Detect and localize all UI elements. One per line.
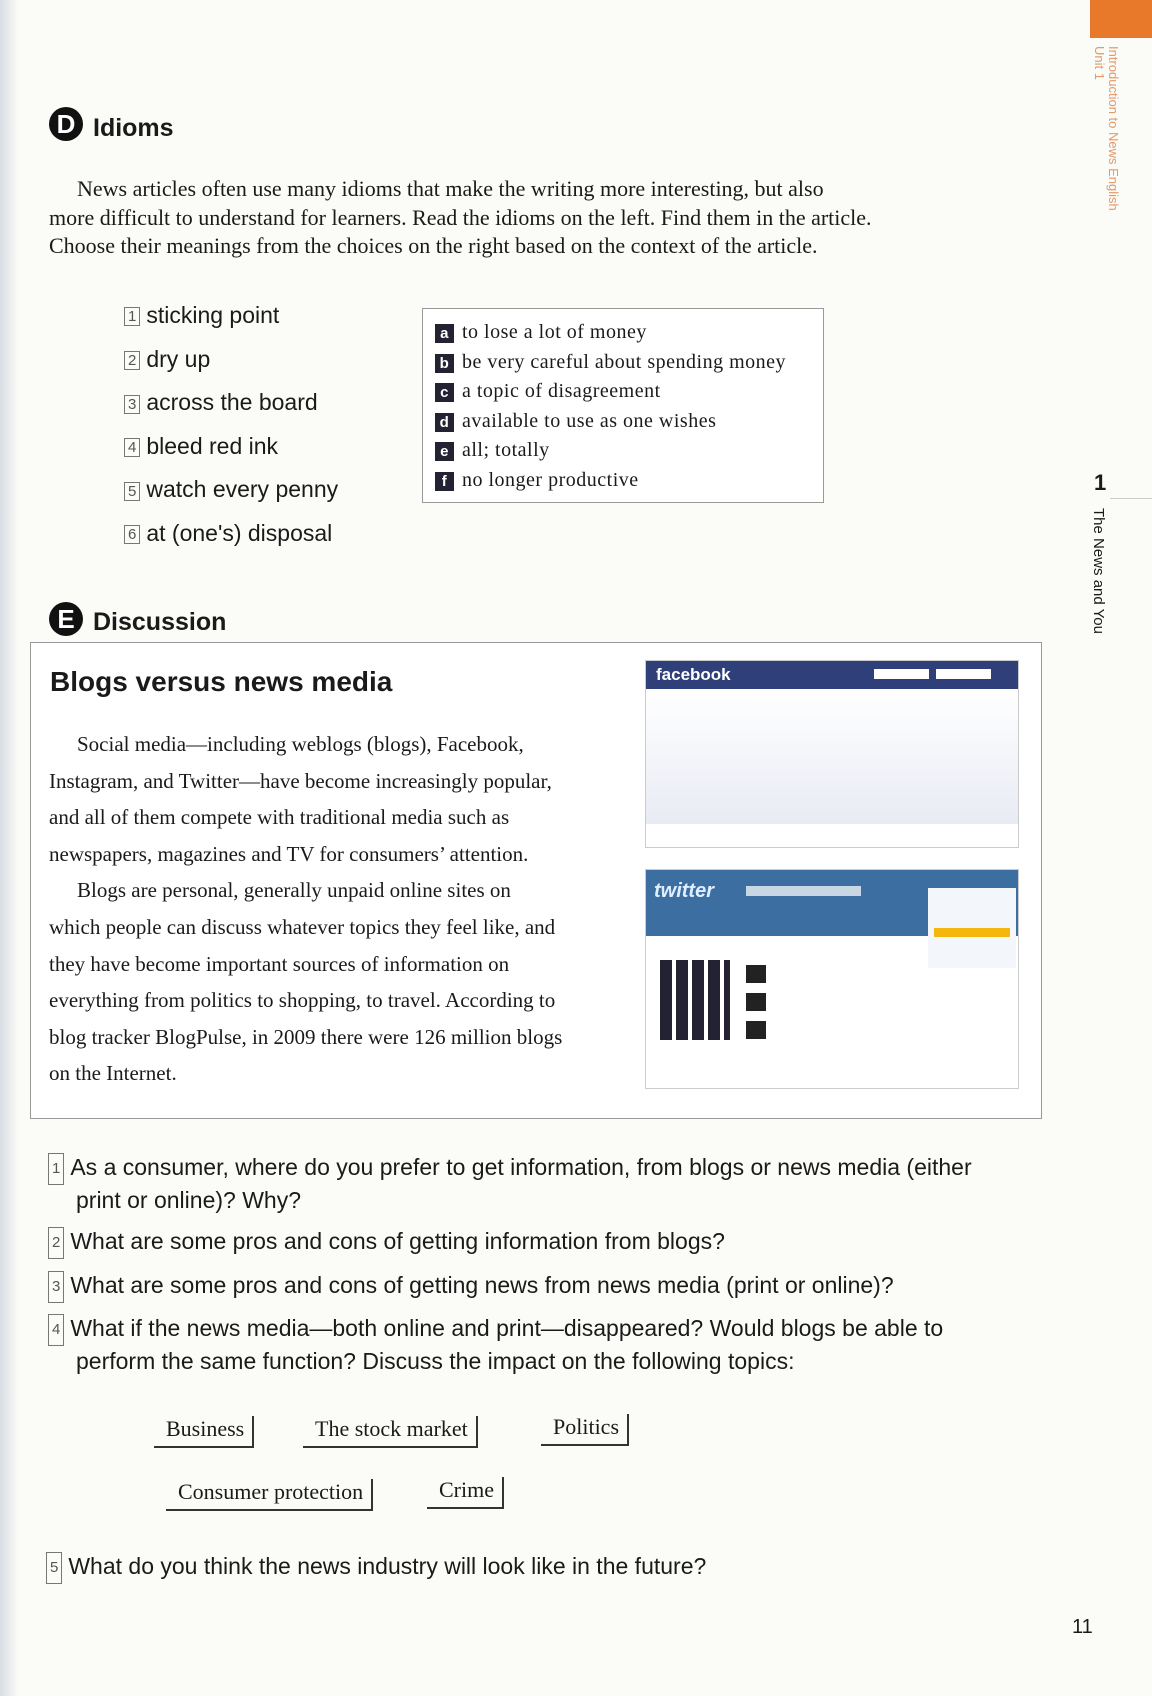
idiom-list (124, 302, 338, 564)
section-d-title: Idioms (93, 114, 174, 142)
section-e-title: Discussion (93, 608, 227, 636)
body-line: newspapers, magazines and TV for consumers’ attention. (49, 841, 529, 866)
idiom-text: at (one's) disposal (146, 519, 333, 546)
choice-letter: b (435, 354, 454, 373)
question-2 (48, 1226, 725, 1259)
item-number: 5 (124, 482, 140, 501)
section-e-badge: E (49, 602, 83, 636)
idioms-instructions (49, 175, 1049, 261)
choice-text: a topic of disagreement (462, 380, 661, 403)
page-gutter (0, 0, 18, 1696)
item-number: 2 (48, 1227, 64, 1259)
choice-letter: d (435, 413, 454, 432)
chapter-divider (1110, 498, 1152, 499)
body-line: and all of them compete with traditional media such as (49, 805, 510, 830)
choice-letter: a (435, 324, 454, 343)
chapter-number: 1 (1094, 470, 1107, 495)
facebook-world-map (646, 689, 1018, 824)
facebook-header (646, 661, 1018, 689)
topic-crime: Crime (427, 1477, 504, 1509)
question-4 (48, 1313, 1048, 1376)
facebook-screenshot (645, 660, 1019, 848)
twitter-screenshot (645, 869, 1019, 1089)
question-text: perform the same function? Discuss the impact on the following topics: (76, 1347, 795, 1374)
choice-text: no longer productive (462, 468, 639, 491)
choice-letter: f (435, 472, 454, 491)
topic-consumer-protection: Consumer protection (166, 1479, 373, 1511)
idiom-text: bleed red ink (146, 432, 279, 459)
choice-text: all; totally (462, 439, 550, 462)
unit-title: Introduction to News English (1106, 46, 1121, 211)
page-number: 11 (1072, 1616, 1093, 1638)
question-text: What do you think the news industry will look like in the future? (68, 1553, 707, 1579)
idiom-text: across the board (146, 389, 318, 416)
topic-business: Business (154, 1416, 254, 1448)
item-number: 5 (46, 1552, 62, 1584)
question-3 (48, 1270, 894, 1303)
idiom-text: sticking point (146, 302, 280, 328)
idiom-text: watch every penny (146, 476, 339, 503)
question-1 (48, 1152, 1048, 1215)
choice-text: be very careful about spending money (462, 350, 787, 373)
idiom-text: dry up (146, 345, 211, 372)
twitter-header (646, 870, 1018, 936)
section-d-badge: D (49, 107, 83, 141)
twitter-avatars (660, 960, 730, 1040)
topic-stock-market: The stock market (303, 1416, 478, 1448)
item-number: 3 (48, 1271, 64, 1303)
question-text: What are some pros and cons of getting information from blogs? (70, 1228, 725, 1254)
instruction-line: more difficult to understand for learners. Read the idioms on the left. Find them in the article. (49, 204, 872, 230)
item-number: 1 (48, 1153, 64, 1185)
question-5 (46, 1551, 706, 1584)
unit-label: Unit 1 (1092, 46, 1107, 80)
reading-body (49, 726, 639, 1092)
item-number: 4 (124, 438, 140, 457)
body-line: which people can discuss whatever topics they feel like, and (49, 914, 556, 939)
topic-politics: Politics (541, 1414, 629, 1446)
chapter-title: The News and You (1090, 508, 1107, 634)
question-text: What are some pros and cons of getting news from news media (print or online)? (70, 1272, 894, 1298)
instruction-line: Choose their meanings from the choices on the right based on the context of the article. (49, 233, 818, 258)
item-number: 6 (124, 525, 140, 544)
facebook-logo: facebook (656, 665, 731, 684)
question-text: print or online)? Why? (76, 1186, 301, 1213)
twitter-logo: twitter (654, 880, 714, 902)
item-number: 3 (124, 395, 140, 414)
choice-letter: c (435, 383, 454, 402)
choice-letter: e (435, 442, 454, 461)
item-number: 2 (124, 351, 140, 370)
meaning-choices-box (422, 308, 824, 503)
question-text: As a consumer, where do you prefer to get information, from blogs or news media (either (70, 1154, 972, 1180)
body-line: everything from politics to shopping, to travel. According to (49, 988, 556, 1013)
instruction-line: News articles often use many idioms that make the writing more interesting, but also (77, 176, 824, 201)
body-line: they have become important sources of information on (49, 951, 510, 976)
body-line: blog tracker BlogPulse, in 2009 there were 126 million blogs (49, 1024, 563, 1049)
body-line: Instagram, and Twitter—have become increasingly popular, (49, 768, 552, 793)
unit-tab-marker (1090, 0, 1152, 38)
body-line: Blogs are personal, generally unpaid online sites on (77, 878, 511, 903)
choice-text: available to use as one wishes (462, 409, 717, 432)
item-number: 4 (48, 1314, 64, 1346)
body-line: on the Internet. (49, 1061, 177, 1086)
choice-text: to lose a lot of money (462, 321, 647, 343)
question-text: What if the news media—both online and print—disappeared? Would blogs be able to (70, 1315, 944, 1341)
reading-title: Blogs versus news media (50, 666, 393, 697)
item-number: 1 (124, 307, 140, 326)
body-line: Social media—including weblogs (blogs), Facebook, (77, 732, 524, 756)
